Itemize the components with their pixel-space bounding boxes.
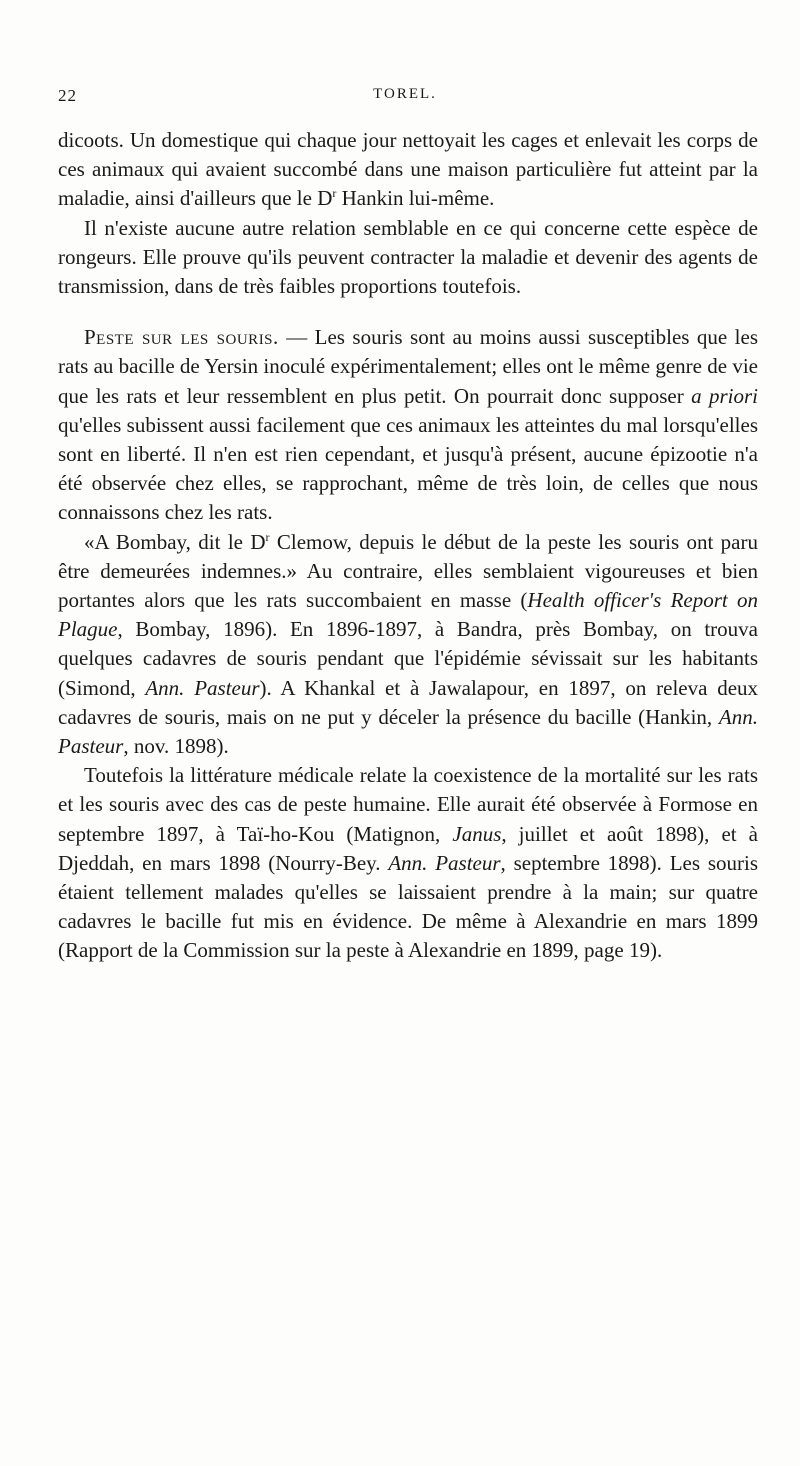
superscript: r [332,186,337,201]
paragraph-text: , septembre 1898). Les souris étaient tellement malades qu'elles se laissaient prendre à la main; sur quatre cadavres le bacille fut mis en évidence. De même à Alexandrie en mars 1899 (Rapport de la Commission sur la peste à Alexandrie en 1899, page 19). [58,850,758,963]
paragraph-plague-mice [58,323,758,527]
citation-title: Ann. Pasteur [58,704,758,759]
paragraph-text: , nov. 1898). [123,734,229,759]
running-head [58,86,752,112]
italic-term: a priori [691,383,758,408]
paragraph-text: Toutefois la littérature médicale relate la coexistence de la mortalité sur les rats et les souris avec des cas de peste humaine. Elle aurait été observée à Formose en septembre 1897, à Taï-ho-Kou (Matignon, [58,763,758,846]
running-title: TOREL. [373,86,437,102]
paragraph-bombay [58,528,758,762]
paragraph-text: , juillet et août 1898), et à Djeddah, en mars 1898 (Nourry-Bey. [58,821,759,875]
citation-title: Ann. Pasteur [145,675,260,700]
paragraph-text: ). A Khankal et à Jawalapour, en 1897, on releva deux cadavres de souris, mais on ne put y déceler la présence du bacille (Hankin, [58,675,759,729]
paragraph-domestic-case [58,126,758,214]
paragraph-no-other-relation: Il n'existe aucune autre relation semblable en ce qui concerne cette espèce de rongeurs. Elle prouve qu'ils peuvent contracter la maladie et devenir des agents de transmission, dans de très faibles proportions toutefois. [58,215,758,299]
paragraph-text: Hankin lui-même. [336,186,495,211]
paragraph-text: qu'elles subissent aussi facilement que ces animaux les atteintes du mal lorsqu'elles sont en liberté. Il n'en est rien cependant, et jusqu'à présent, aucune épizootie n'a été observée chez elles, se rapprochant, même de très loin, de celles que nous connaissons chez les rats. [58,412,758,525]
paragraph-text: , Bombay, 1896). En 1896-1897, à Bandra, près Bombay, on trouva quelques cadavres de souris pendant que l'épidémie sévissait sur les habitants (Simond, [58,617,758,700]
paragraph-text: «A Bombay, dit le D [84,529,266,554]
paragraph-text: — Les souris sont au moins aussi susceptibles que les rats au bacille de Yersin inoculé expérimentalement; elles ont le même genre de vie que les rats et leur ressemblent en plus petit. On pourrait donc supposer [58,325,758,408]
paragraph-text: dicoots. Un domestique qui chaque jour nettoyait les cages et enlevait les corps de ces animaux qui avaient succombé dans une maison particulière fut atteint par la maladie, ainsi d'ailleurs que le D [58,128,758,211]
paragraph-literature [58,761,758,965]
superscript: r [265,529,270,544]
page-number: 22 [58,86,77,105]
citation-title: Health officer's Report on Plague [58,588,758,642]
citation-title: Ann. Pasteur [388,850,501,875]
body-text [58,126,758,966]
section-heading: Peste sur les souris. [84,325,279,350]
paragraph-text: Clemow, depuis le début de la peste les souris ont paru être demeurées indemnes.» Au contraire, elles semblaient vigoureuses et bien portantes alors que les rats succombaient en masse ( [58,529,758,613]
citation-title: Janus [452,821,502,846]
